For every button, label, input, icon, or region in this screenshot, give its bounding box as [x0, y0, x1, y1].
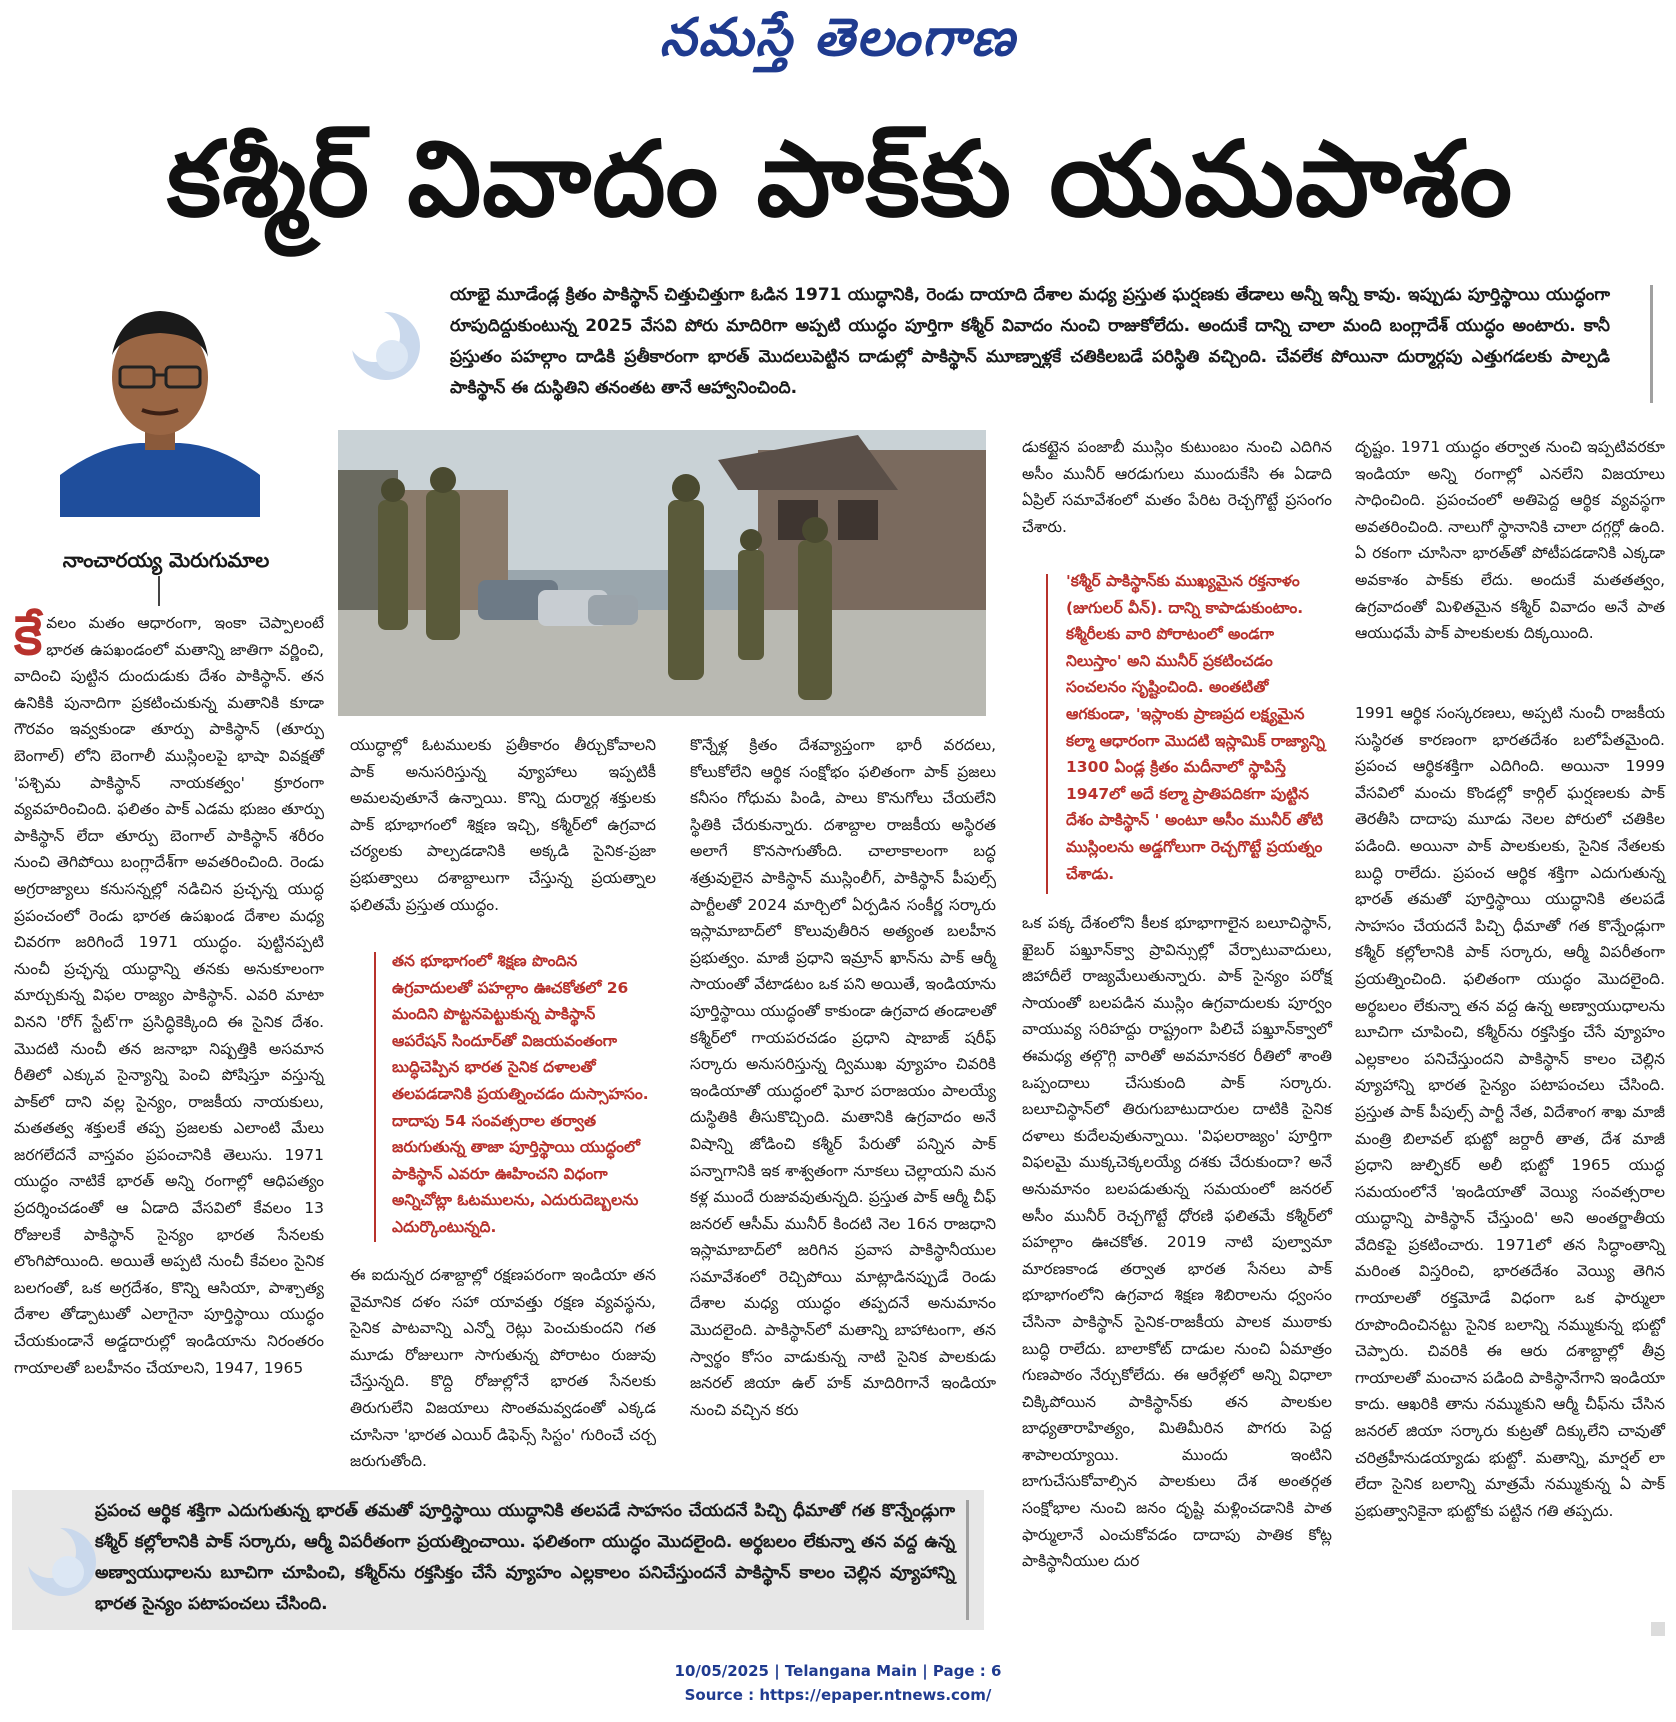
column-1-text: వలం మతం ఆధారంగా, ఇంకా చెప్పాలంటే భారత ఉపఖండంలో మతాన్ని జాతిగా వర్ణించి, వాదించి పుట్టిన దుందుడుకు దేశం పాకిస్థాన్. తన ఉనికికి పునాదిగా ప్రకటించుకున్న మతానికి కూడా గౌరవం ఇవ్వకుండా తూర్పు పాకిస్థాన్ (తూర్పు బెంగాల్) లోని బెంగాలీ ముస్లింలపై భాషా వివక్షతో 'పశ్చిమ పాకిస్థాన్ నాయకత్వం' క్రూరంగా వ్యవహరించింది. ఫలితం పాక్ ఎడమ భుజం తూర్పు పాకిస్థాన్ లేదా తూర్పు బెంగాల్ పాకిస్థాన్ శరీరం నుంచి తెగిపోయి బంగ్లాదేశ్‌గా అవతరించింది. రెండు అగ్రరాజ్యాలు కనుసన్నల్లో నడిచిన ప్రచ్ఛన్న యుద్ధ ప్రపంచంలో రెండు భారత ఉపఖండ దేశాల మధ్య చివరగా జరిగిందే 1971 యుద్ధం. పుట్టినప్పటి నుంచీ ప్రచ్ఛన్న యుద్ధాన్ని తనకు అనుకూలంగా మార్చుకున్న విఫల రాజ్యం పాకిస్థాన్. ఎవరి మాటా వినని 'రోగ్ స్టేట్'గా ప్రసిద్ధికెక్కింది ఈ సైనిక దేశం. మొదటి నుంచీ తన జనాభా నిష్పత్తికి అసమాన రీతిలో ఎక్కువ సైన్యాన్ని పెంచి పోషిస్తూ వస్తున్న పాక్‌లో దాని వల్ల సైన్యం, రాజకీయ నాయకులు, మతతత్వ శక్తులకే తప్ప ప్రజలకు ఎలాంటి మేలు జరగలేదనే వాస్తవం ప్రపంచానికి తెలుసు. 1971 యుద్ధం నాటికే భారత్ అన్ని రంగాల్లో ఆధిపత్యం ప్రదర్శించడంతో ఆ ఏడాది వేసవిలో కేవలం 13 రోజులకే పాకిస్థాన్ సైన్యం భారత సేనలకు లొంగిపోయింది. అయితే అప్పటి నుంచీ కేవలం సైనిక బలగంతో, ఒక అగ్రదేశం, కొన్ని ఆసియా, పాశ్చాత్య దేశాల తోడ్పాటుతో ఎలాగైనా పూర్తిస్థాయి యుద్ధం చేయకుండానే అడ్డదారుల్లో ఇండియాను నిరంతరం గాయాలతో బలహీనం చేయాలని, 1947, 1965	[14, 614, 324, 1377]
drop-cap: కే	[14, 604, 43, 667]
quote-icon	[338, 300, 424, 386]
article-column-3: కొన్నేళ్ల క్రితం దేశవ్యాప్తంగా భారీ వరదలు, కోలుకోలేని ఆర్థిక సంక్షోభం ఫలితంగా పాక్ ప్రజలు కనీసం గోధుమ పిండి, పాలు కొనుగోలు చేయలేని స్థితికి చేరుకున్నారు. దశాబ్దాల రాజకీయ అస్థిరత అలాగే కొనసాగుతోంది. చాలాకాలంగా బద్ధ శత్రువులైన పాకిస్థాన్ ముస్లింలీగ్, పాకిస్థాన్ పీపుల్స్ పార్టీలతో 2024 మార్చిలో ఏర్పడిన సంకీర్ణ సర్కారు ఇస్లామాబాద్‌లో కొలువుతీరిన అత్యంత బలహీన ప్రభుత్వం. మాజీ ప్రధాని ఇమ్రాన్ ఖాన్‌ను పాక్ ఆర్మీ సాయంతో వేటాడటం ఒక పని అయితే, ఇండియాను పూర్తిస్థాయి యుద్ధంతో కాకుండా ఉగ్రవాద తండాలతో కశ్మీర్‌లో గాయపరచడం ప్రధాని షాబాజ్ షరీఫ్ సర్కారు అనుసరిస్తున్న ద్విముఖ వ్యూహం చివరికి ఇండియాతో యుద్ధంలో ఘోర పరాజయం పాలయ్యే దుస్థితికి తీసుకొచ్చింది. మతానికి ఉగ్రవాదం అనే విషాన్ని జోడించి కశ్మీర్ పేరుతో పన్నిన పాక్ పన్నాగానికి ఇక శాశ్వతంగా నూకలు చెల్లాయని మన కళ్ల ముందే రుజువవుతున్నది. ప్రస్తుత పాక్ ఆర్మీ చీఫ్ జనరల్ ఆసీమ్ మునీర్ కిందటి నెల 16న రాజధాని ఇస్లామాబాద్‌లో జరిగిన ప్రవాస పాకిస్థానీయుల సమావేశంలో రెచ్చిపోయి మాట్లాడినప్పుడే రెండు దేశాల మధ్య యుద్ధం తప్పదనే అనుమానం మొదలైంది. పాకిస్థాన్‌లో మతాన్ని బాహాటంగా, తన స్వార్థం కోసం వాడుకున్న నాటి సైనిక పాలకుడు జనరల్ జియా ఉల్ హక్ మాదిరిగానే ఇండియా నుంచి వచ్చిన కరు	[690, 736, 996, 1419]
article-column-1	[14, 604, 324, 1381]
highlight-divider	[966, 1500, 969, 1620]
article-column-2-top: యుద్ధాల్లో ఓటములకు ప్రతీకారం తీర్చుకోవాలని పాక్ అనుసరిస్తున్న వ్యూహాలు ఇప్పటికీ అమలవుతూనే ఉన్నాయి. కొన్ని దుర్మార్గ శక్తులకు పాక్ భూభాగంలో శిక్షణ ఇచ్చి, కశ్మీర్‌లో ఉగ్రవాద చర్యలకు పాల్పడడానికి అక్కడి సైనిక-ప్రజా ప్రభుత్వాలు దశాబ్దాలుగా చేస్తున్న ప్రయత్నాల ఫలితమే ప్రస్తుత యుద్ధం.	[350, 736, 656, 914]
soldiers-photo	[338, 430, 986, 716]
pull-quote-rule	[374, 952, 376, 1242]
highlight-quote: ప్రపంచ ఆర్థిక శక్తిగా ఎదుగుతున్న భారత్ తమతో పూర్తిస్థాయి యుద్ధానికి తలపడే సాహసం చేయదనే పిచ్చి ధీమాతో గత కొన్నేండ్లుగా కశ్మీర్ కల్లోలానికి పాక్ సర్కారు, ఆర్మీ విపరీతంగా ప్రయత్నించాయి. ఫలితంగా యుద్ధం మొదలైంది. అర్థబలం లేకున్నా తన వద్ద ఉన్న అణ్వాయుధాలను బూచిగా చూపించి, కశ్మీర్‌ను రక్తసిక్తం చేసే వ్యూహం ఎల్లకాలం పనిచేస్తుందనే పాకిస్థాన్ కాలం చెల్లిన వ్యూహాన్ని భారత సైన్యం పటాపంచలు చేసింది.	[95, 1501, 955, 1614]
intro-divider	[1650, 285, 1653, 403]
author-name: నాంచారయ్య మెరుగుమాల	[62, 548, 270, 572]
article-column-4-top: డుకట్టైన పంజాబీ ముస్లిం కుటుంబం నుంచి ఎదిగిన అసీం మునీర్ ఆరడుగులు ముందుకేసి ఈ ఏడాది ఏప్రిల్ సమావేశంలో మతం పేరిట రెచ్చగొట్టే ప్రసంగం చేశారు.	[1022, 438, 1332, 536]
headline: కశ్మీర్ వివాదం పాక్‌కు యమపాశం	[166, 118, 1514, 240]
footer-date-line: 10/05/2025 | Telangana Main | Page : 6	[674, 1662, 1002, 1680]
footer-source-link[interactable]: Source : https://epaper.ntnews.com/	[684, 1686, 992, 1704]
article-column-4-bottom: ఒక పక్క దేశంలోని కీలక భూభాగాలైన బలూచిస్థాన్, ఖైబర్ పఖ్తూన్‌క్వా ప్రావిన్సుల్లో వేర్పాటువాదులు, జిహాదీలే రాజ్యమేలుతున్నారు. పాక్ సైన్యం పరోక్ష సాయంతో బలపడిన ముస్లిం ఉగ్రవాదులకు పూర్వం వాయువ్య సరిహద్దు రాష్ట్రంగా పిలిచే పఖ్తూన్‌క్వాలో ఈమధ్య తల్గొగ్గి వారితో అవమానకర రీతిలో శాంతి ఒప్పందాలు చేసుకుంది పాక్ సర్కారు. బలూచిస్థాన్‌లో తిరుగుబాటుదారుల దాటికి సైనిక దళాలు కుదేలవుతున్నాయి. 'విఫలరాజ్యం' పూర్తిగా విఫలమై ముక్కచెక్కలయ్యే దశకు చేరుకుందా? అనే అనుమానం బలపడుతున్న సమయంలో జనరల్ అసీం మునీర్ రెచ్చగొట్టే ధోరణి ఫలితమే కశ్మీర్‌లో పహల్గాం ఊచకోత. 2019 నాటి పుల్వామా మారణకాండ తర్వాత భారత సేనలు పాక్ భూభాగంలోని ఉగ్రవాద శిక్షణ శిబిరాలను ధ్వంసం చేసినా పాకిస్థాన్ సైనిక-రాజకీయ పాలక ముఠాకు బుద్ధి రాలేదు. బాలాకోట్ దాడుల నుంచి ఏమాత్రం గుణపాఠం నేర్చుకోలేదు. ఈ ఆరేళ్లలో అన్ని విధాలా చిక్కిపోయిన పాకిస్థాన్‌కు తన పాలకుల బాధ్యతారాహిత్యం, మితిమీరిన పొగరు పెద్ద శాపాలయ్యాయి. ముందు ఇంటిని బాగుచేసుకోవాల్సిన పాలకులు దేశ అంతర్గత సంక్షోభాల నుంచి జనం దృష్టి మళ్లించడానికి పాత ఫార్ములానే ఎంచుకోవడం దాదాపు పాతిక కోట్ల పాకిస్థానీయుల దుర	[1022, 914, 1332, 1571]
article-column-5-top: దృష్టం. 1971 యుద్ధం తర్వాత నుంచి ఇప్పటివరకూ ఇండియా అన్ని రంగాల్లో ఎనలేని విజయాలు సాధించింది. ప్రపంచంలో అతిపెద్ద ఆర్థిక వ్యవస్థగా అవతరించింది. నాలుగో స్థానానికి చాలా దగ్గర్లో ఉంది. ఏ రకంగా చూసినా భారత్‌తో పోటీపడడానికి ఎక్కడా అవకాశం పాక్‌కు లేదు. అందుకే మతతత్వం, ఉగ్రవాదంతో మిళితమైన కశ్మీర్ వివాదం అనే పాత ఆయుధమే పాక్ పాలకులకు దిక్కయింది.	[1355, 438, 1665, 643]
intro-paragraph: యాభై మూడేండ్ల క్రితం పాకిస్థాన్ చిత్తుచిత్తుగా ఓడిన 1971 యుద్ధానికి, రెండు దాయాది దేశాల మధ్య ప్రస్తుత ఘర్షణకు తేడాలు అన్నీ ఇన్నీ కావు. ఇప్పుడు పూర్తిస్థాయి యుద్ధంగా రూపుదిద్దుకుంటున్న 2025 వేసవి పోరు మాదిరిగా అప్పటి యుద్ధం పూర్తిగా కశ్మీర్ వివాదం నుంచి రాజుకోలేదు. అందుకే దాన్ని చాలా మంది బంగ్లాదేశ్ యుద్ధం అంటారు. కానీ ప్రస్తుతం పహల్గాం దాడికి ప్రతీకారంగా భారత్ మొదలుపెట్టిన దాడుల్లో పాకిస్థాన్ మూణ్నాళ్లకే చతికిలబడే పరిస్థితి వచ్చింది. చేవలేక పోయినా దుర్మార్గపు ఎత్తుగడలకు పాల్పడి పాకిస్థాన్ ఈ దుస్థితిని తనంతట తానే ఆహ్వానించింది.	[450, 285, 1610, 398]
article-column-5-bottom: 1991 ఆర్థిక సంస్కరణలు, అప్పటి నుంచీ రాజకీయ సుస్థిరత కారణంగా భారతదేశం బలోపేతమైంది. ప్రపంచ ఆర్థికశక్తిగా ఎదిగింది. అయినా 1999 వేసవిలో మంచు కొండల్లో కార్గిల్ ఘర్షణలకు పాక్ తెరతీసి దాదాపు మూడు నెలల పోరులో చతికిల పడింది. అయినా పాక్ పాలకులకు, సైనిక నేతలకు బుద్ధి రాలేదు. ప్రపంచ ఆర్థిక శక్తిగా ఎదుగుతున్న భారత్ తమతో పూర్తిస్థాయి యుద్ధానికి తలపడే సాహసం చేయదనే పిచ్చి ధీమాతో గత కొన్నేండ్లుగా కశ్మీర్ కల్లోలానికి పాక్ సర్కారు, ఆర్మీ విపరీతంగా ప్రయత్నించింది. ఫలితంగా యుద్ధం మొదలైంది. అర్థబలం లేకున్నా తన వద్ద ఉన్న అణ్వాయుధాలను బూచిగా చూపించి, కశ్మీర్‌ను రక్తసిక్తం చేసే వ్యూహం ఎల్లకాలం పనిచేస్తుందని పాకిస్థాన్ కాలం చెల్లిన వ్యూహాన్ని భారత సైన్యం పటాపంచలు చేసింది. ప్రస్తుత పాక్ పీపుల్స్ పార్టీ నేత, విదేశాంగ శాఖ మాజీ మంత్రి బిలావల్ భుట్టో జర్దారీ తాత, దేశ మాజీ ప్రధాని జుల్ఫికర్ అలీ భుట్టో 1965 యుద్ధ సమయంలోనే 'ఇండియాతో వెయ్యి సంవత్సరాల యుద్ధాన్ని పాకిస్థాన్ చేస్తుంది' అని అంతర్జాతీయ వేదికపై ప్రకటించారు. 1971లో తన సిద్ధాంతాన్ని మరింత విస్తరించి, భారతదేశం వెయ్యి తెగిన గాయాలతో రక్తమోడే విధంగా ఒక ఫార్ములా రూపొందించినట్టు సైనిక బలాన్ని నమ్ముకున్న భుట్టో చెప్పారు. చివరికి ఈ ఆరు దశాబ్దాల్లో తీవ్ర గాయాలతో మంచాన పడింది పాకిస్థానేగాని ఇండియా కాదు. ఆఖరికి తాను నమ్ముకుని ఆర్మీ చీఫ్‌ను చేసిన జనరల్ జియా సర్కారు కుట్రతో దిక్కులేని చావుతో చరిత్రహీనుడయ్యాడు భుట్టో. మతాన్ని, మార్షల్ లా లేదా సైనిక బలాన్ని మాత్రమే నమ్ముకున్న ఏ పాక్ ప్రభుత్వానికైనా భుట్టోకు పట్టిన గతి తప్పదు.	[1355, 704, 1665, 1520]
article-column-2-bottom: ఈ ఐదున్నర దశాబ్దాల్లో రక్షణపరంగా ఇండియా తన వైమానిక దళం సహా యావత్తు రక్షణ వ్యవస్థను, సైనిక పాటవాన్ని ఎన్నో రెట్లు పెంచుకుందని గత మూడు రోజులుగా సాగుతున్న పోరాటం రుజువు చేస్తున్నది. కొద్ది రోజుల్లోనే భారత సేనలకు తిరుగులేని విజయాలు సొంతమవ్వడంతో ఎక్కడ చూసినా 'భారత ఎయిర్ డిఫెన్స్ సిస్టం' గురించే చర్చ జరుగుతోంది.	[350, 1266, 656, 1471]
author-divider	[158, 576, 160, 606]
pull-quote-rule	[1046, 574, 1048, 894]
masthead-logo: నమస్తే తెలంగాణ	[659, 8, 1017, 68]
end-marker	[1651, 1622, 1665, 1636]
author-photo	[60, 285, 260, 517]
quote-icon	[14, 1516, 100, 1602]
pull-quote-2: 'కశ్మీర్ పాకిస్థాన్‌కు ముఖ్యమైన రక్తనాళం (జుగులర్ వీన్). దాన్ని కాపాడుకుంటాం. కశ్మీరీలకు వారి పోరాటంలో అండగా నిలుస్తాం' అని మునీర్ ప్రకటించడం సంచలనం సృష్టించింది. అంతటితో ఆగకుండా, 'ఇస్లాంకు ప్రాణప్రద లక్ష్యమైన కల్మా ఆధారంగా మొదటి ఇస్లామిక్ రాజ్యాన్ని 1300 ఏండ్ల క్రితం మదీనాలో స్థాపిస్తే 1947లో అదే కల్మా ప్రాతిపదికగా పుట్టిన దేశం పాకిస్థాన్ ' అంటూ అసీం మునీర్ తోటి ముస్లింలను అడ్డగోలుగా రెచ్చగొట్టే ప్రయత్నం చేశాడు.	[1066, 572, 1325, 883]
pull-quote-1: తన భూభాగంలో శిక్షణ పొందిన ఉగ్రవాదులతో పహల్గాం ఊచకోతలో 26 మందిని పొట్టనపెట్టుకున్న పాకిస్థాన్ ఆపరేషన్ సిందూర్‌తో విజయవంతంగా బుద్ధిచెప్పిన భారత సైనిక దళాలతో తలపడడానికి ప్రయత్నించడం దుస్సాహసం. దాదాపు 54 సంవత్సరాల తర్వాత జరుగుతున్న తాజా పూర్తిస్థాయి యుద్ధంలో పాకిస్థాన్ ఎవరూ ఊహించని విధంగా అన్నిచోట్లా ఓటములను, ఎదురుదెబ్బలను ఎదుర్కొంటున్నది.	[392, 952, 649, 1236]
